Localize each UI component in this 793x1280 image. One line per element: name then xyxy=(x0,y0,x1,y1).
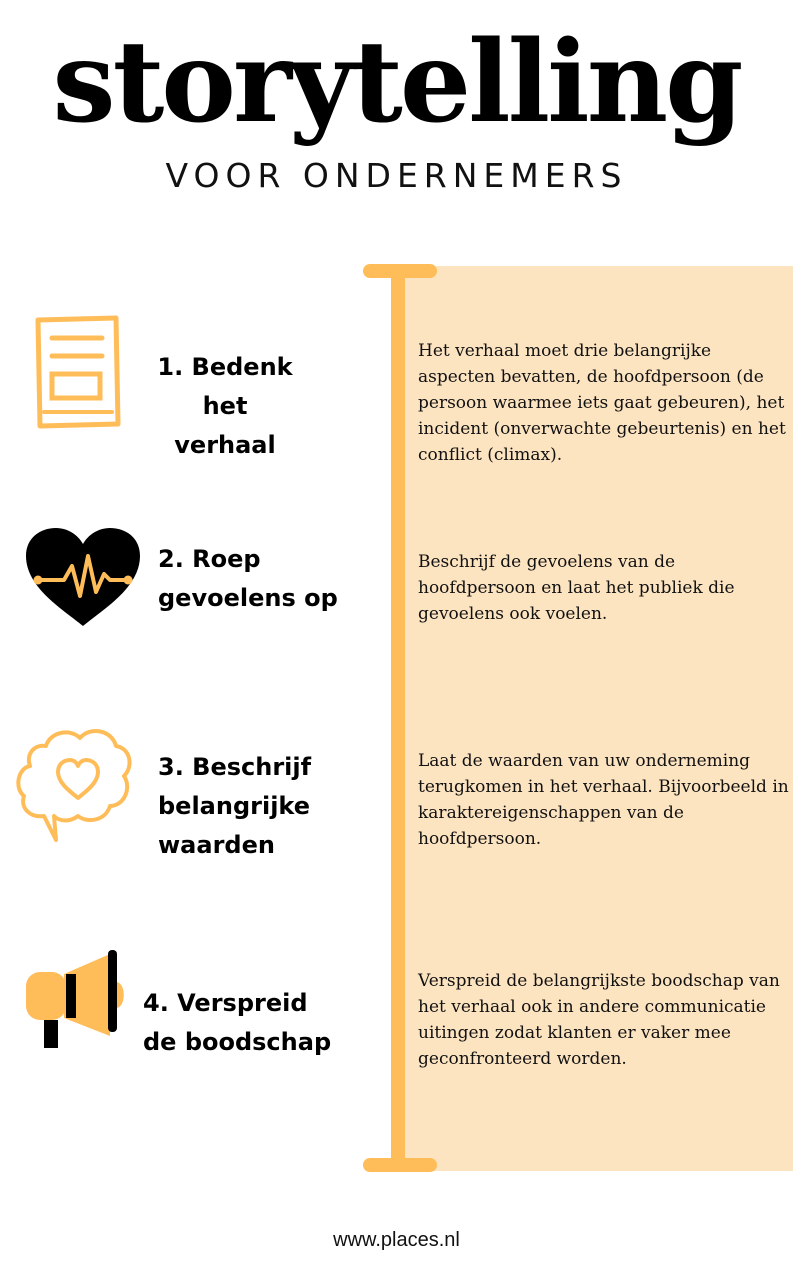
heartbeat-icon xyxy=(24,526,142,632)
step-2-description: Beschrijf de gevoelens van de hoofdpersoon en laat het publiek die gevoelens ook voelen. xyxy=(418,552,735,624)
timeline-top-cap xyxy=(363,264,437,278)
step-3-description: Laat de waarden van uw onderneming terugkomen in het verhaal. Bijvoorbeeld in karaktereigenschappen van de hoofdpersoon. xyxy=(418,751,789,849)
timeline-line xyxy=(391,266,405,1168)
timeline-bottom-cap xyxy=(363,1158,437,1172)
heart-thought-bubble-icon xyxy=(16,726,134,852)
megaphone-icon xyxy=(22,948,128,1056)
step-2-title: 2. Roep gevoelens op xyxy=(158,545,338,612)
step-1-description: Het verhaal moet drie belangrijke aspecten bevatten, de hoofdpersoon (de persoon waarmee iets gaat gebeuren), het incident (onverwachte gebeurtenis) en het conflict (climax). xyxy=(418,341,786,465)
step-1-title: 1. Bedenk het verhaal xyxy=(157,353,293,459)
step-4-description: Verspreid de belangrijkste boodschap van het verhaal ook in andere communicatie uitingen zodat klanten er vaker mee geconfronteerd worden. xyxy=(418,971,780,1069)
page-subtitle: VOOR ONDERNEMERS xyxy=(165,156,628,195)
website-url: www.places.nl xyxy=(333,1229,460,1251)
step-4-title: 4. Verspreid de boodschap xyxy=(143,989,332,1056)
page-title: storytelling xyxy=(52,17,741,148)
step-3-title: 3. Beschrijf belangrijke waarden xyxy=(158,753,312,859)
document-icon xyxy=(30,312,125,436)
